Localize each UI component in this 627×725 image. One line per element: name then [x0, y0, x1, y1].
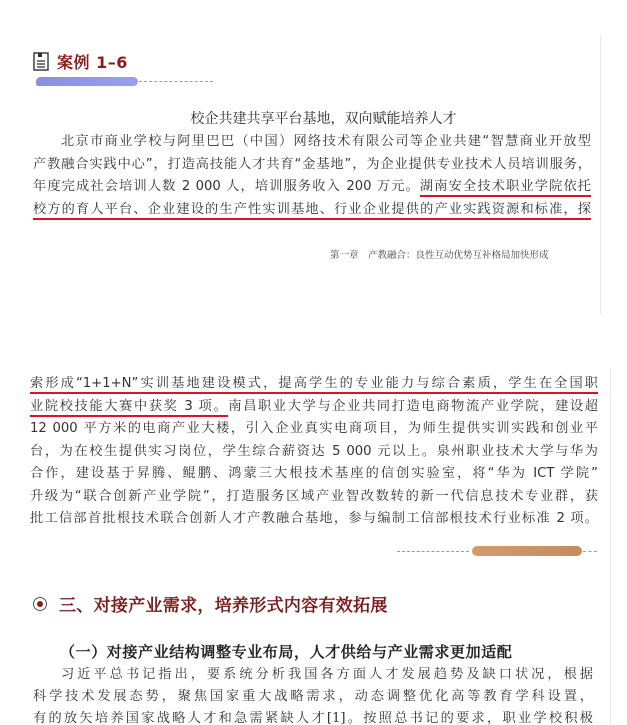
case-paragraph-page2	[30, 373, 598, 531]
underlined-highlight: 湖南安全技术职业学院依托	[420, 179, 591, 197]
radio-bullet-icon	[33, 597, 47, 611]
paragraph-line: 批工信部首批根技术联合创新人才产教融合基地，参与编制工信部根技术行业标准 2 项。	[30, 511, 598, 526]
case-subtitle: 校企共建共享平台基地，双向赋能培养人才	[190, 111, 457, 127]
section-heading	[33, 591, 388, 616]
section-title: 三、对接产业需求，培养形式内容有效拓展	[59, 596, 388, 616]
paragraph-line	[30, 396, 598, 419]
case-dashed-rule	[139, 81, 213, 82]
paragraph-line	[33, 176, 591, 199]
body-paragraph	[33, 664, 593, 725]
paragraph-line: 升级为“联合创新产业学院”，打造服务区域产业智改数转的新一代信息技术专业群，获	[30, 488, 598, 504]
underlined-highlight: 索形成“1+1+N”实训基地建设模式，提高学生的专业能力与综合素质，学生在全国职	[30, 376, 598, 394]
paragraph-line: 台，为在校生提供实习岗位，学生综合薪资达 5 000 元以上。泉州职业技术大学与华为	[30, 443, 598, 459]
paragraph-line: 有的放矢培养国家战略人才和急需紧缺人才[1]。按照总书记的要求，职业学校积极	[33, 711, 593, 725]
case-header	[33, 50, 128, 73]
case-label: 案例 1–6	[57, 53, 128, 72]
underlined-highlight: 业院校技能大赛中获奖 3 项。	[30, 399, 228, 417]
paragraph-line: 北京市商业学校与阿里巴巴（中国）网络技术有限公司等企业共建“智慧商业开放型	[61, 134, 591, 149]
paragraph-line	[33, 199, 591, 222]
underlined-highlight: 校方的育人平台、企业建设的生产性实训基地、行业企业提供的产业实践资源和标准，探	[33, 202, 591, 220]
page-edge-right-bottom	[610, 368, 611, 725]
page-edge-right-top	[600, 35, 601, 315]
paragraph-line: 习近平总书记指出，要系统分析我国各方面人才发展趋势及缺口状况，根据	[61, 667, 593, 682]
case-end-dashed-rule-tail	[583, 551, 597, 552]
case-accent-bar	[36, 77, 138, 86]
paragraph-line: 合作，建设基于昇腾、鲲鹏、鸿蒙三大根技术基座的信创实验室，将“华为 ICT 学院”	[30, 466, 598, 481]
paragraph-line: 科学技术发展态势，聚焦国家重大战略需求，动态调整优化高等教育学科设置，	[33, 689, 593, 704]
document-icon	[33, 52, 49, 71]
subsection-title: （一）对接产业结构调整专业布局，人才供给与产业需求更加适配	[60, 643, 513, 661]
paragraph-line: 12 000 平方米的电商产业大楼，引入企业真实电商项目，为师生提供实训实践和创业平	[30, 421, 598, 436]
running-head: 第一章 产教融合：良性互动优势互补格局加快形成	[330, 250, 549, 261]
plain-text: 南昌职业大学与企业共同打造电商物流产业学院，建设超	[228, 398, 598, 414]
plain-text: 年度完成社会培训人数 2 000 人，培训服务收入 200 万元。	[33, 179, 420, 194]
case-paragraph-page1	[33, 131, 591, 221]
paragraph-line	[30, 373, 598, 396]
case-end-accent-bar	[472, 546, 582, 556]
paragraph-line: 产教融合实践中心”，打造高技能人才共育“金基地”，为企业提供专业技术人员培训服务，	[33, 156, 591, 172]
case-end-dashed-rule	[397, 551, 469, 552]
